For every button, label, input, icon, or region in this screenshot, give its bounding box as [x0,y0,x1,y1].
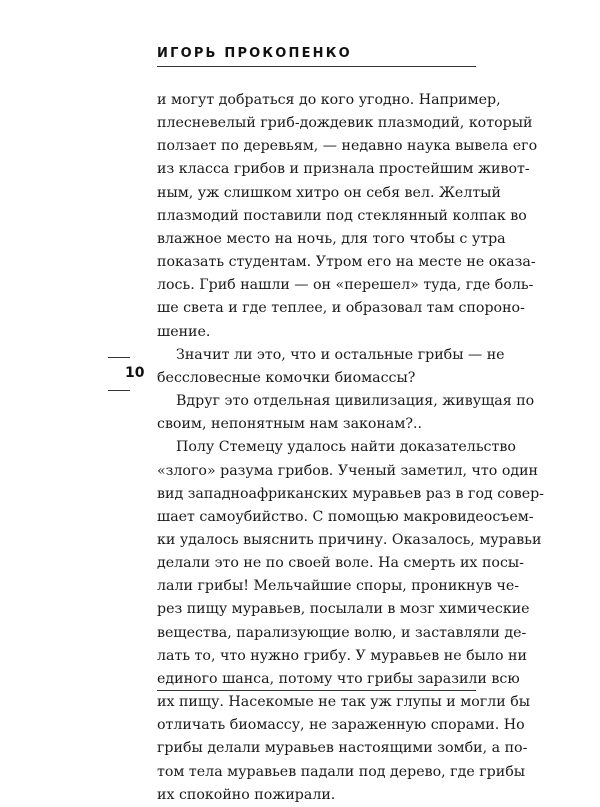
text-line: бессловесные комочки биомассы? [157,369,416,386]
text-line: рез пищу муравьев, посылали в мозг химические [157,601,530,618]
text-line: плазмодий поставили под стеклянный колпак во [157,207,527,224]
text-line: их пищу. Насекомые не так уж глупы и могли бы [157,694,531,711]
text-line: лать то, что нужно грибу. У муравьев не было ни [157,647,527,664]
running-header-author: ИГОРЬ ПРОКОПЕНКО [157,46,352,61]
text-line: ползает по деревьям, — недавно наука вывела его [157,138,538,155]
text-line: их спокойно пожирали. [157,786,336,803]
text-line: ше света и где теплее, и образовал там спороно- [157,300,525,317]
text-line: единого шанса, потому что грибы заразили всю [157,670,520,687]
text-line: шение. [157,323,211,340]
page-number-rule-top [108,357,130,358]
page-number: 10 [125,365,145,381]
text-line: плесневелый гриб-дождевик плазмодий, который [157,115,533,132]
text-line: лось. Гриб нашли — он «перешел» туда, где боль- [157,277,534,294]
text-line: отличать биомассу, не зараженную спорами. Но [157,717,525,734]
text-line: Вдруг это отдельная цивилизация, живущая по [176,393,535,410]
text-line: показать студентам. Утром его на месте не оказа- [157,254,536,271]
text-line: своим, непонятным нам законам?.. [157,416,423,433]
text-line: ки удалось выяснить причину. Оказалось, муравьи [157,531,542,548]
text-line: вещества, парализующие волю, и заставляли де- [157,624,527,641]
body-text [157,89,544,807]
text-line: ным, уж слишком хитро он себя вел. Желтый [157,184,501,201]
text-line: Полу Стемецу удалось найти доказательство [176,439,516,456]
page-number-rule-bottom [108,390,130,391]
text-line: лали грибы! Мельчайшие споры, проникнув че- [157,578,520,595]
text-line: Значит ли это, что и остальные грибы — не [176,346,505,363]
text-line: вид западноафриканских муравьев раз в год совер- [157,485,544,502]
text-line: из класса грибов и признала простейшим живот- [157,161,530,178]
text-line: том тела муравьев падали под дерево, где грибы [157,763,526,780]
header-rule [157,66,476,67]
text-line: грибы делали муравьев настоящими зомби, а по- [157,740,528,757]
text-line: шает самоубийство. С помощью макровидеосъем- [157,508,534,525]
text-line: влажное место на ночь, для того чтобы с утра [157,230,506,247]
text-line: «злого» разума грибов. Ученый заметил, что один [157,462,539,479]
text-line: и могут добраться до кого угодно. Например, [157,92,501,108]
footer-rule [157,690,476,691]
text-line: делали это не по своей воле. На смерть их посы- [157,555,524,572]
